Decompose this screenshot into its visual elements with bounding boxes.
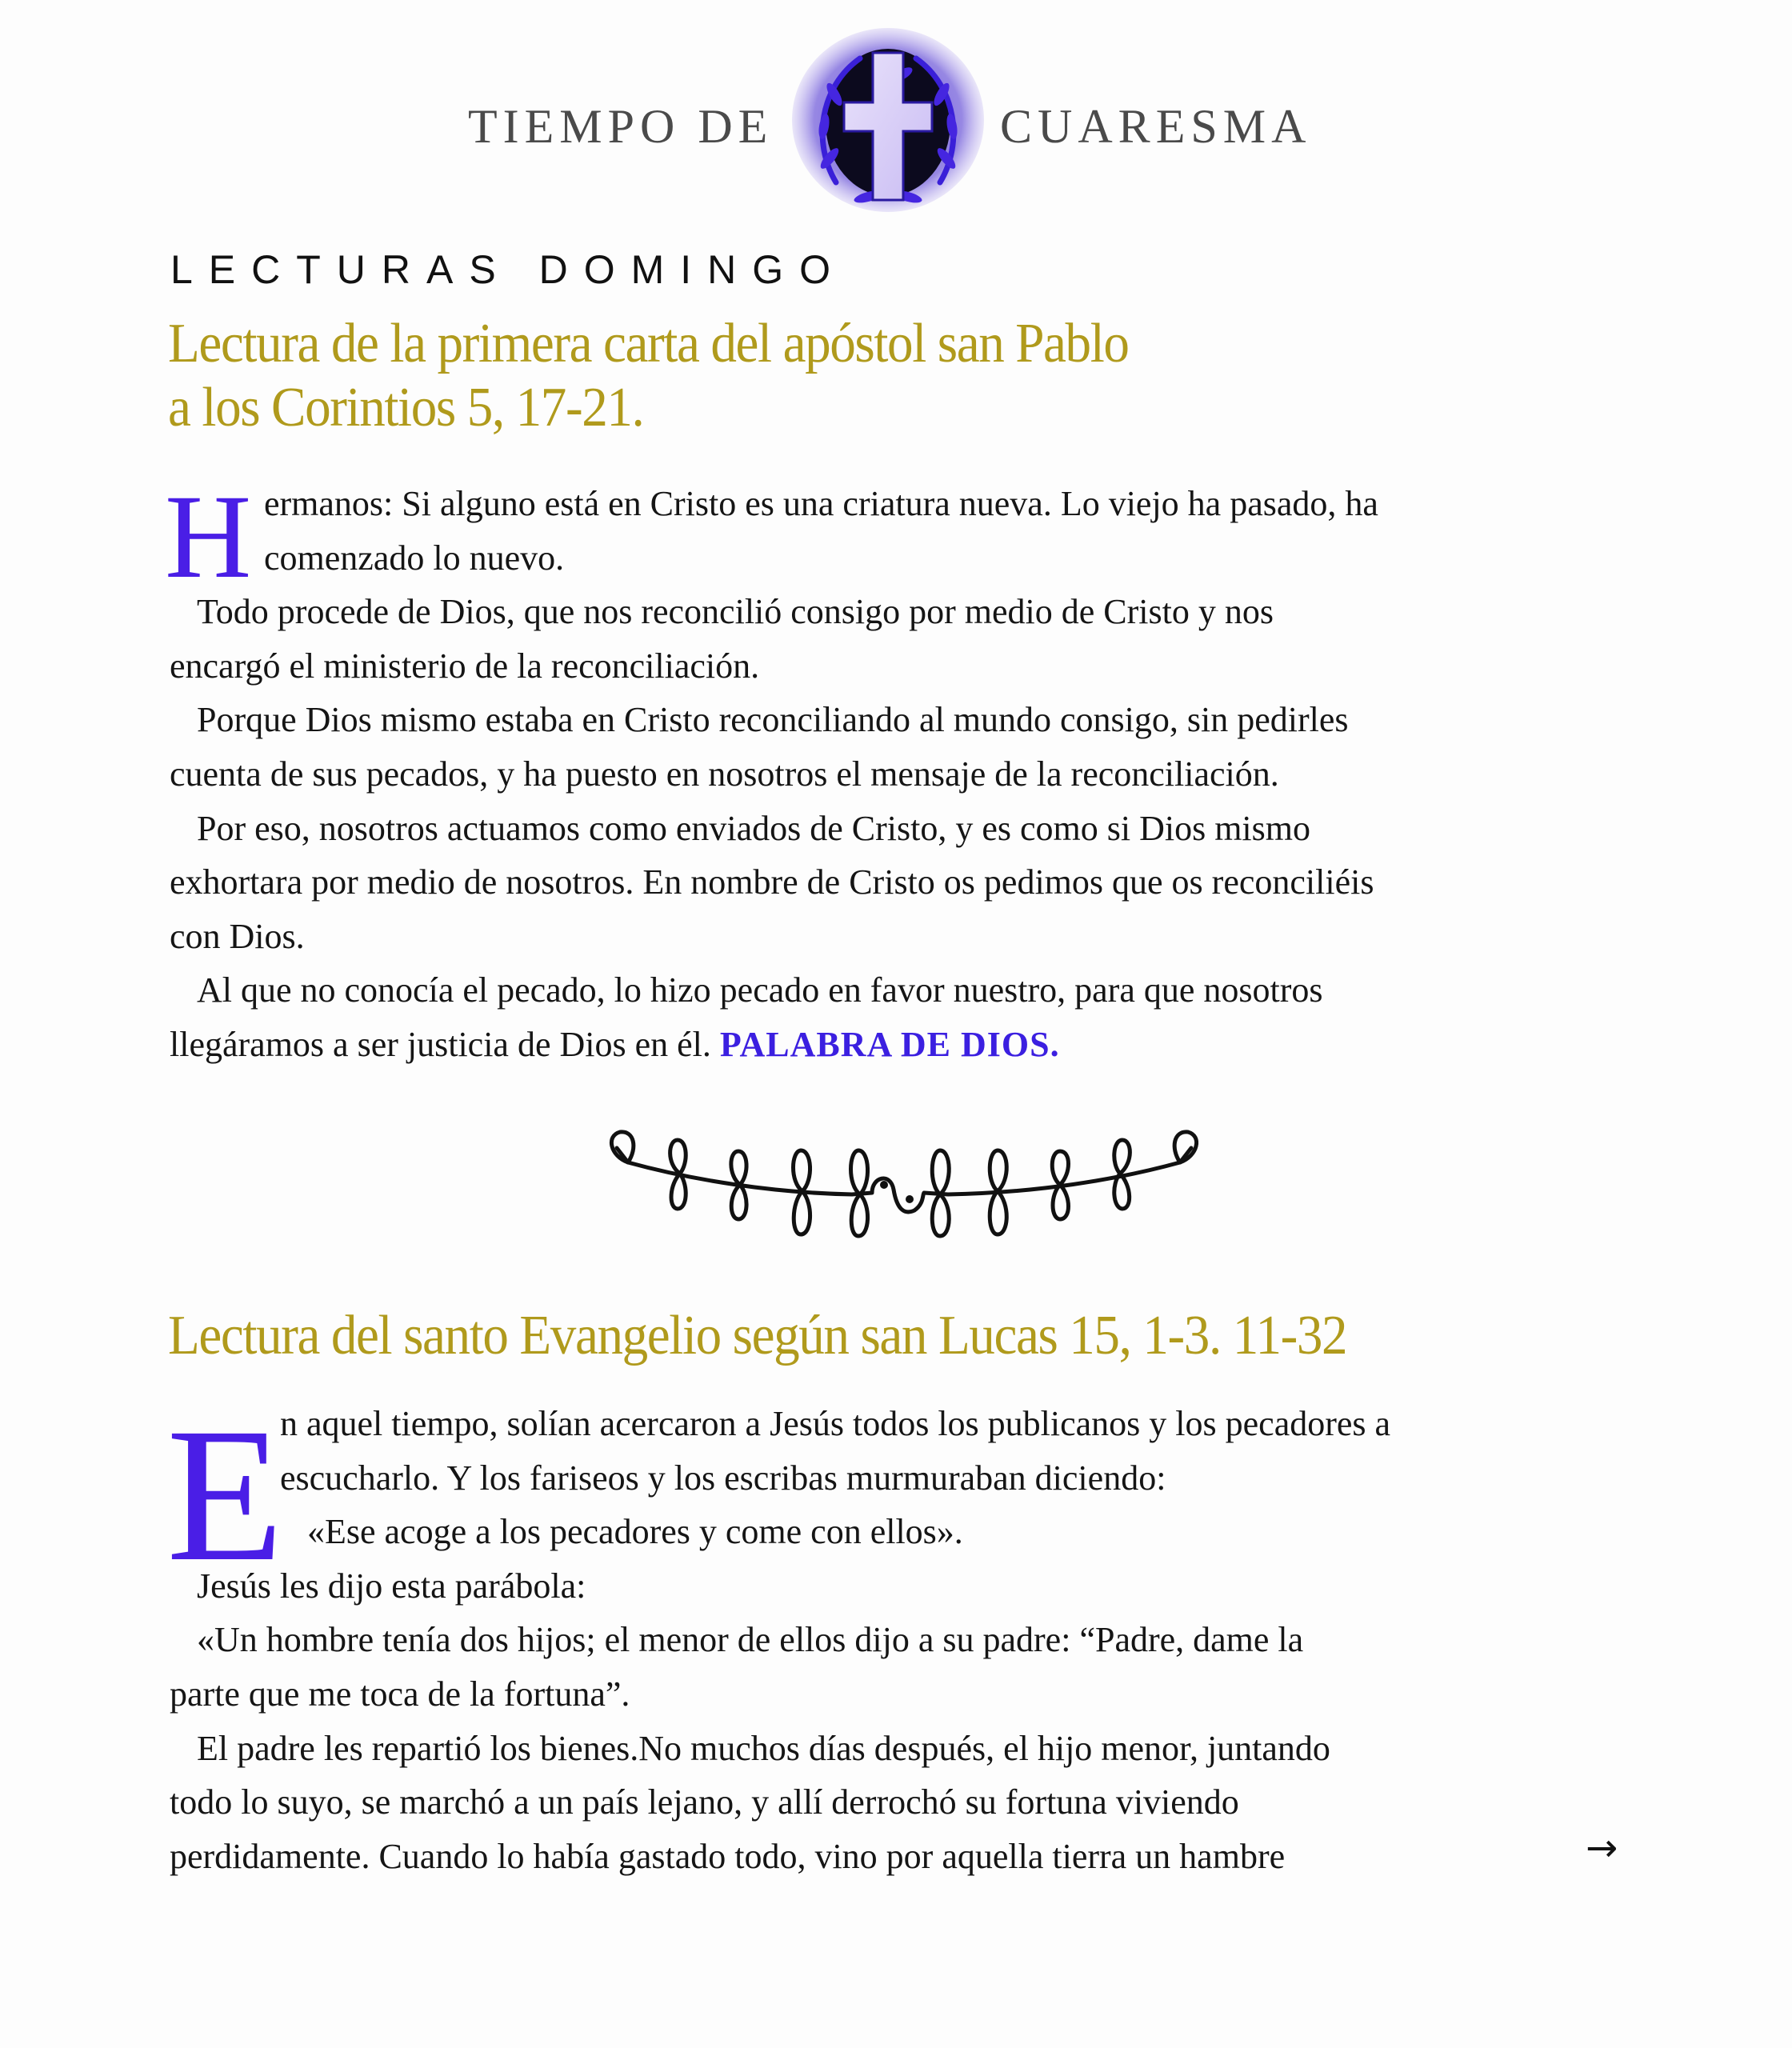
text-line: El padre les repartió los bienes.No muchos días después, el hijo menor, juntando	[197, 1728, 1330, 1768]
text-line: «Un hombre tenía dos hijos; el menor de ellos dijo a su padre: “Padre, dame la	[197, 1620, 1304, 1660]
text-line: Todo procede de Dios, que nos reconcilió consigo por medio de Cristo y nos	[197, 592, 1274, 632]
header-title-left: TIEMPO DE	[468, 100, 774, 153]
drop-cap: H	[165, 470, 252, 603]
reading-2-body	[166, 1388, 1706, 1883]
text-line: «Ese acoge a los pecadores y come con ellos».	[307, 1512, 963, 1552]
text-line: ermanos: Si alguno está en Cristo es una criatura nueva. Lo viejo ha pasado, ha	[264, 484, 1378, 523]
text-line: cuenta de sus pecados, y ha puesto en nosotros el mensaje de la reconciliación.	[170, 754, 1279, 794]
arrow-right-icon[interactable]: →	[1586, 1826, 1618, 1870]
text-line-content: llegáramos a ser justicia de Dios en él.	[170, 1024, 720, 1064]
text-line: Por eso, nosotros actuamos como enviados de Cristo, y es como si Dios mismo	[197, 808, 1310, 848]
text-line: con Dios.	[170, 916, 305, 956]
header-title-right: CUARESMA	[1000, 100, 1312, 153]
text-line: comenzado lo nuevo.	[264, 538, 565, 578]
text-line	[170, 1018, 1706, 1072]
text-line: Porque Dios mismo estaba en Cristo reconciliando al mundo consigo, sin pedirles	[197, 700, 1349, 740]
reading-1-title-line: a los Corintios 5, 17-21.	[168, 377, 644, 438]
text-line: perdidamente. Cuando lo había gastado todo, vino por aquella tierra un hambre	[170, 1836, 1286, 1876]
text-line: parte que me toca de la fortuna”.	[170, 1674, 630, 1714]
closing-acclamation: PALABRA DE DIOS.	[719, 1024, 1060, 1064]
section-kicker: LECTURAS DOMINGO	[170, 247, 847, 292]
text-line: Al que no conocía el pecado, lo hizo pecado en favor nuestro, para que nosotros	[197, 970, 1323, 1010]
reading-1-title-line: Lectura de la primera carta del apóstol san Pablo	[168, 313, 1129, 374]
reading-1-body	[165, 470, 1706, 1072]
text-line: escucharlo. Y los fariseos y los escribas murmuraban diciendo:	[280, 1458, 1166, 1498]
text-line: Jesús les dijo esta parábola:	[197, 1566, 586, 1606]
text-line: encargó el ministerio de la reconciliación.	[170, 646, 760, 686]
text-line: n aquel tiempo, solían acercaron a Jesús todos los publicanos y los pecadores a	[280, 1404, 1391, 1443]
text-line: exhortara por medio de nosotros. En nombre de Cristo os pedimos que os reconciliéis	[170, 862, 1374, 902]
reading-1-title	[168, 312, 1129, 440]
laurel-branch-divider-icon	[588, 1116, 1212, 1244]
text-line: todo lo suyo, se marchó a un país lejano, y allí derrochó su fortuna viviendo	[170, 1782, 1239, 1822]
reading-2-title: Lectura del santo Evangelio según san Lucas 15, 1-3. 11-32	[168, 1305, 1347, 1366]
cross-wreath-icon	[788, 22, 988, 214]
drop-cap: E	[166, 1388, 284, 1601]
